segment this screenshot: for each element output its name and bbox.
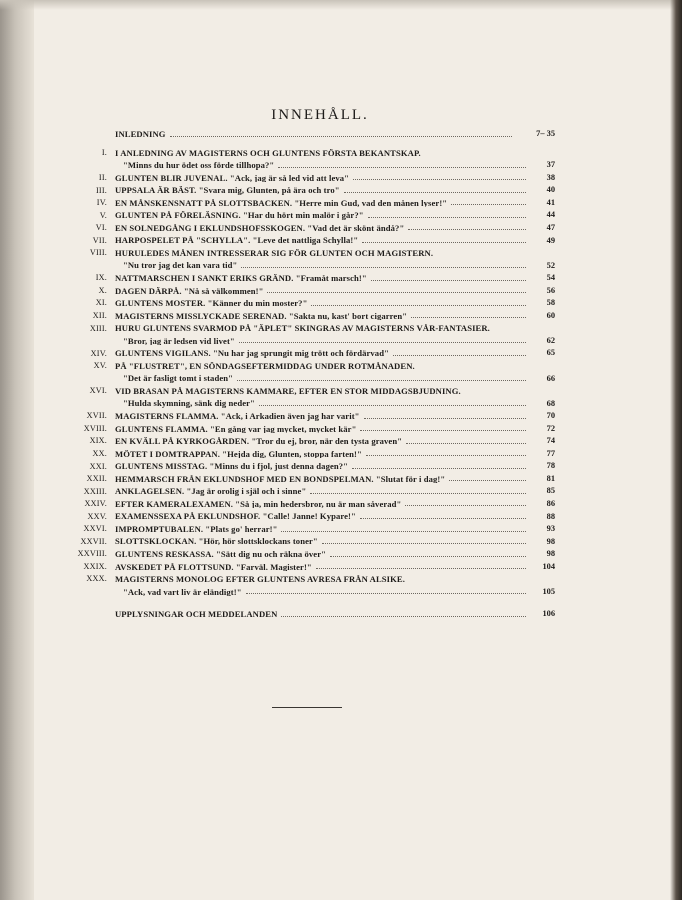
toc-entry-page: 65 bbox=[546, 348, 555, 358]
toc-entry-title: GLUNTENS VIGILANS. bbox=[115, 349, 211, 358]
toc-entry-quote: "Har du hört min malör i går?" bbox=[242, 211, 364, 220]
toc-appendix bbox=[60, 606, 555, 619]
toc-entry-quote: "Nå så välkommen!" bbox=[183, 286, 264, 296]
toc-entry-page: 44 bbox=[546, 210, 555, 220]
toc-entry bbox=[60, 559, 555, 572]
toc-entry-title: EFTER KAMERALEXAMEN. bbox=[115, 499, 234, 509]
toc-entry-title: MÖTET I DOMTRAPPAN. bbox=[115, 449, 220, 459]
toc-entry bbox=[60, 446, 555, 459]
toc-entry bbox=[60, 496, 555, 509]
toc-entry-number: XXIV. bbox=[84, 499, 107, 509]
toc-entry-title: HURU GLUNTENS SVARMOD PÅ "ÄPLET" SKINGRAS AV MAGISTERNS VÅR-FANTASIER. bbox=[115, 324, 490, 333]
toc-entry bbox=[60, 546, 555, 559]
leader-dots bbox=[360, 430, 526, 431]
toc-entry-number: III. bbox=[95, 185, 107, 195]
toc-entry-quote: "En gång var jag mycket, mycket kär" bbox=[210, 424, 357, 434]
toc-entry-number: XXVII. bbox=[80, 536, 107, 546]
toc-entry-title: GLUNTEN PÅ FÖRELÄSNING. bbox=[115, 211, 241, 220]
toc-entry bbox=[60, 207, 555, 220]
leader-dots bbox=[406, 443, 526, 444]
toc-entry-number: V. bbox=[99, 210, 107, 220]
table-of-contents bbox=[60, 126, 555, 619]
toc-entry-number: XXVI. bbox=[83, 524, 107, 534]
toc-entry-number: IV. bbox=[96, 198, 107, 208]
toc-entry-page: 56 bbox=[546, 285, 555, 295]
toc-entry-title: PÅ "FLUSTRET", EN SÖNDAGSEFTERMIDDAG UNDER ROTMÅNADEN. bbox=[115, 361, 415, 371]
toc-entry-page: 52 bbox=[546, 260, 555, 270]
leader-dots bbox=[322, 543, 526, 544]
toc-entry-page: 105 bbox=[542, 586, 555, 596]
toc-entry-title: EN KVÄLL PÅ KYRKOGÅRDEN. bbox=[115, 437, 250, 446]
toc-entry-title: MAGISTERNS MISSLYCKADE SERENAD. bbox=[115, 311, 287, 321]
toc-entry-quote: "Tror du ej, bror, när den tysta graven" bbox=[251, 437, 403, 446]
toc-entry-page: 68 bbox=[546, 398, 555, 408]
toc-entry-quote: "Så ja, min hedersbror, nu är man såverad" bbox=[235, 499, 402, 509]
leader-dots bbox=[239, 342, 526, 343]
toc-entry bbox=[60, 220, 555, 233]
toc-entry-number: VI. bbox=[95, 223, 107, 233]
toc-entry bbox=[60, 320, 555, 345]
leader-dots bbox=[366, 455, 526, 456]
toc-intro-page: 7– 35 bbox=[536, 129, 555, 139]
leader-dots bbox=[405, 505, 526, 506]
leader-dots bbox=[311, 305, 526, 306]
toc-entry-page: 41 bbox=[546, 197, 555, 207]
toc-entry-title: EXAMENSSEXA PÅ EKLUNDSHOF. bbox=[115, 512, 261, 521]
toc-entry bbox=[60, 182, 555, 195]
toc-entry-page: 88 bbox=[546, 511, 555, 521]
leader-dots bbox=[281, 616, 526, 617]
toc-entry bbox=[60, 145, 555, 170]
toc-entry-quote: "Slutat för i dag!" bbox=[375, 474, 446, 484]
toc-entry bbox=[60, 170, 555, 183]
leader-dots bbox=[371, 280, 526, 281]
leader-dots bbox=[344, 192, 526, 193]
toc-entry-title: I ANLEDNING AV MAGISTERNS OCH GLUNTENS FÖRSTA BEKANTSKAP. bbox=[115, 148, 421, 158]
toc-entry-page: 66 bbox=[546, 373, 555, 383]
toc-entry bbox=[60, 245, 555, 270]
toc-entry-title: EN MÅNSKENSNATT PÅ SLOTTSBACKEN. bbox=[115, 198, 293, 208]
leader-dots bbox=[451, 204, 526, 205]
toc-entry-page: 77 bbox=[546, 448, 555, 458]
toc-entry-page: 70 bbox=[546, 411, 555, 421]
toc-entry-number: XVII. bbox=[86, 411, 107, 421]
leader-dots bbox=[330, 556, 526, 557]
toc-entry-page: 78 bbox=[546, 461, 555, 471]
toc-entry-title: IMPROMPTUBALEN. bbox=[115, 524, 204, 534]
toc-entry-title: NATTMARSCHEN I SANKT ERIKS GRÄND. bbox=[115, 273, 294, 283]
toc-entry-title: GLUNTENS MOSTER. bbox=[115, 299, 206, 308]
toc-entry-number: XVIII. bbox=[83, 423, 107, 433]
toc-entry bbox=[60, 195, 555, 208]
page-title: INNEHÅLL. bbox=[271, 107, 369, 124]
toc-entry-quote: "Bror, jag är ledsen vid livet" bbox=[123, 336, 235, 346]
toc-entry-title: ANKLAGELSEN. bbox=[115, 487, 185, 496]
toc-entry bbox=[60, 483, 555, 496]
leader-dots bbox=[352, 468, 526, 469]
toc-entry-quote: "Hejda dig, Glunten, stoppa farten!" bbox=[222, 449, 362, 459]
toc-entry-number: XV. bbox=[93, 361, 107, 371]
toc-appendix-page: 106 bbox=[542, 609, 555, 619]
leader-dots bbox=[267, 292, 526, 293]
toc-entry-quote: "Ack, i Arkadien även jag har varit" bbox=[220, 411, 360, 421]
toc-entry-number: XX. bbox=[92, 449, 107, 459]
toc-entry-quote: "Nu tror jag det kan vara tid" bbox=[123, 261, 238, 271]
toc-appendix-label: UPPLYSNINGAR OCH MEDDELANDEN bbox=[115, 610, 278, 619]
toc-entry-title: GLUNTEN BLIR JUVENAL. bbox=[115, 173, 228, 183]
toc-entry-quote: "Minns du i fjol, just denna dagen?" bbox=[209, 462, 349, 471]
toc-entry-page: 38 bbox=[546, 172, 555, 182]
toc-entry-number: I. bbox=[101, 147, 107, 157]
toc-entry bbox=[60, 534, 555, 547]
toc-entry bbox=[60, 383, 555, 408]
toc-entry-quote: "Leve det nattliga Schylla!" bbox=[252, 236, 359, 245]
toc-entry-title: GLUNTENS RESKASSA. bbox=[115, 550, 214, 559]
toc-entry-title: UPPSALA ÄR BÄST. bbox=[115, 186, 197, 195]
toc-entry-number: XIX. bbox=[89, 436, 107, 446]
toc-entry-quote: "Känner du min moster?" bbox=[207, 299, 308, 308]
toc-entry-quote: "Hulda skymning, sänk dig neder" bbox=[123, 399, 255, 409]
leader-dots bbox=[411, 317, 526, 318]
toc-entry-quote: "Ack, vad vart liv är eländigt!" bbox=[123, 587, 242, 597]
toc-entry-page: 49 bbox=[546, 235, 555, 245]
toc-entry bbox=[60, 508, 555, 521]
toc-entry-quote: "Framåt marsch!" bbox=[295, 273, 367, 283]
toc-entry-title: EN SOLNEDGÅNG I EKLUNDSHOFSSKOGEN. bbox=[115, 223, 306, 233]
closing-rule bbox=[272, 707, 342, 708]
toc-entry bbox=[60, 345, 555, 358]
toc-entry-page: 85 bbox=[546, 486, 555, 496]
toc-entry-number: XVI. bbox=[89, 386, 107, 396]
toc-entry bbox=[60, 358, 555, 383]
toc-entry-quote: "Vad det är skönt ändå?" bbox=[307, 223, 405, 233]
toc-entry-page: 37 bbox=[546, 160, 555, 170]
page-top-edge bbox=[0, 0, 682, 10]
toc-entry-number: XXII. bbox=[86, 474, 107, 484]
toc-entry-page: 74 bbox=[546, 436, 555, 446]
toc-entry-page: 98 bbox=[546, 536, 555, 546]
toc-entry-number: XI. bbox=[95, 298, 107, 308]
toc-entry-number: XXIII. bbox=[83, 486, 107, 496]
toc-entry-quote: "Nu har jag sprungit mig trött och fördärvad" bbox=[212, 349, 389, 358]
toc-entry bbox=[60, 433, 555, 446]
toc-entry-title: SLOTTSKLOCKAN. bbox=[115, 537, 197, 547]
toc-entry bbox=[60, 408, 555, 421]
toc-entry-quote: "Det är fasligt tomt i staden" bbox=[123, 374, 234, 383]
toc-entry-page: 81 bbox=[546, 473, 555, 483]
toc-entry-number: XXV. bbox=[87, 511, 107, 521]
toc-intro bbox=[60, 126, 555, 139]
toc-entry-page: 93 bbox=[546, 524, 555, 534]
toc-entry-page: 54 bbox=[546, 273, 555, 283]
toc-entry-quote: "Sätt dig nu och räkna över" bbox=[216, 550, 326, 559]
toc-entry-quote: "Plats go' herrar!" bbox=[205, 524, 278, 534]
toc-entry-page: 62 bbox=[546, 335, 555, 345]
toc-entry-page: 40 bbox=[546, 185, 555, 195]
toc-entry-number: IX. bbox=[95, 273, 107, 283]
toc-entry-quote: "Jag är orolig i själ och i sinne" bbox=[186, 487, 307, 496]
toc-entry bbox=[60, 521, 555, 534]
leader-dots bbox=[408, 229, 526, 230]
leader-dots bbox=[170, 136, 512, 137]
toc-entry-page: 98 bbox=[546, 549, 555, 559]
toc-entry bbox=[60, 308, 555, 321]
toc-entry-number: XXI. bbox=[89, 461, 107, 471]
page-binding-shadow bbox=[0, 0, 34, 900]
leader-dots bbox=[449, 480, 526, 481]
leader-dots bbox=[364, 418, 526, 419]
toc-entry-title: HEMMARSCH FRÅN EKLUNDSHOF MED EN BONDSPELMAN. bbox=[115, 474, 374, 484]
toc-entry bbox=[60, 283, 555, 296]
toc-entry-title: MAGISTERNS MONOLOG EFTER GLUNTENS AVRESA FRÅN ALSIKE. bbox=[115, 575, 405, 584]
leader-dots bbox=[310, 493, 526, 494]
toc-entry-title: VID BRASAN PÅ MAGISTERNS KAMMARE, EFTER EN STOR MIDDAGSBJUDNING. bbox=[115, 386, 461, 396]
leader-dots bbox=[259, 405, 526, 406]
toc-entry-quote: "Svara mig, Glunten, på ära och tro" bbox=[198, 186, 340, 195]
toc-entry-number: XIII. bbox=[89, 323, 107, 333]
toc-entry-quote: "Sakta nu, kast' bort cigarren" bbox=[288, 311, 408, 321]
toc-entry bbox=[60, 232, 555, 245]
toc-entry bbox=[60, 471, 555, 484]
toc-entry-page: 60 bbox=[546, 310, 555, 320]
leader-dots bbox=[246, 593, 526, 594]
toc-entry-title: GLUNTENS FLAMMA. bbox=[115, 424, 208, 434]
toc-entry-number: VII. bbox=[92, 235, 107, 245]
toc-entry-quote: "Farväl. Magister!" bbox=[235, 562, 312, 572]
toc-entry-page: 72 bbox=[546, 423, 555, 433]
toc-entry-title: MAGISTERNS FLAMMA. bbox=[115, 411, 219, 421]
toc-entry-quote: "Herre min Gud, vad den månen lyser!" bbox=[294, 198, 448, 208]
toc-entry-page: 58 bbox=[546, 298, 555, 308]
toc-entry bbox=[60, 295, 555, 308]
toc-entry bbox=[60, 571, 555, 596]
toc-entry-quote: "Minns du hur ödet oss förde tillhopa?" bbox=[123, 161, 275, 170]
leader-dots bbox=[360, 518, 526, 519]
toc-entry bbox=[60, 270, 555, 283]
toc-entry-quote: "Calle! Janne! Kypare!" bbox=[262, 512, 356, 521]
toc-entry-page: 47 bbox=[546, 222, 555, 232]
toc-entry-title: HURULEDES MÅNEN INTRESSERAR SIG FÖR GLUNTEN OCH MAGISTERN. bbox=[115, 248, 434, 258]
toc-entry-number: II. bbox=[98, 172, 107, 182]
toc-entry bbox=[60, 458, 555, 471]
toc-entry bbox=[60, 421, 555, 434]
toc-entry-quote: "Ack, jag är så led vid att leva" bbox=[229, 173, 350, 183]
leader-dots bbox=[393, 355, 526, 356]
toc-entry-title: DAGEN DÄRPÅ. bbox=[115, 286, 182, 296]
leader-dots bbox=[316, 568, 526, 569]
leader-dots bbox=[362, 242, 526, 243]
page-right-edge bbox=[670, 0, 682, 900]
toc-entry-number: XXVIII. bbox=[77, 549, 107, 559]
toc-entry-title: AVSKEDET PÅ FLOTTSUND. bbox=[115, 562, 234, 572]
leader-dots bbox=[368, 217, 526, 218]
toc-entry-number: VIII. bbox=[89, 248, 107, 258]
toc-entry-quote: "Hör, hör slottsklockans toner" bbox=[198, 537, 318, 547]
toc-entry-title: HARPOSPELET PÅ "SCHYLLA". bbox=[115, 236, 251, 245]
toc-intro-label: INLEDNING bbox=[115, 129, 166, 139]
toc-entry-number: X. bbox=[98, 285, 107, 295]
toc-entry-number: XXX. bbox=[86, 574, 107, 584]
toc-entry-page: 86 bbox=[546, 499, 555, 508]
toc-entry-page: 104 bbox=[542, 561, 555, 571]
toc-entry-number: XIV. bbox=[90, 348, 107, 358]
toc-entry-number: XXIX. bbox=[83, 561, 107, 571]
toc-entry-title: GLUNTENS MISSTAG. bbox=[115, 462, 208, 471]
leader-dots bbox=[281, 531, 526, 532]
toc-entry-number: XII. bbox=[92, 311, 107, 320]
leader-dots bbox=[237, 380, 526, 381]
leader-dots bbox=[353, 179, 526, 180]
leader-dots bbox=[241, 267, 526, 268]
leader-dots bbox=[278, 167, 526, 168]
